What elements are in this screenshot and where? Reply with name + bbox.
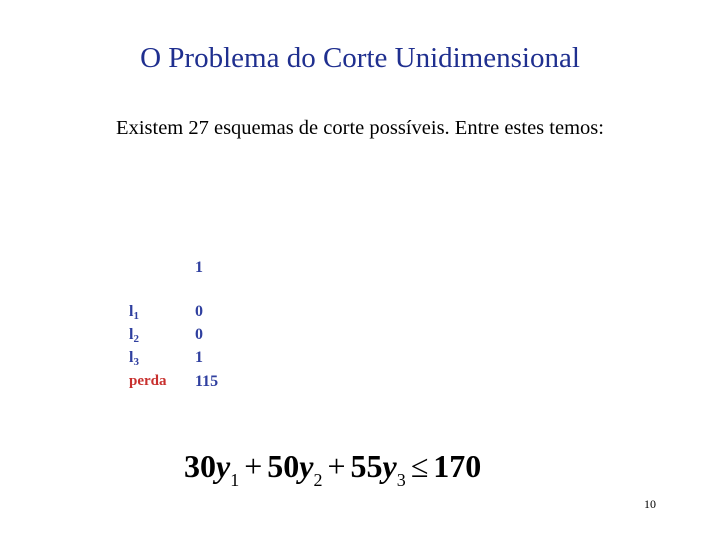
row-label-perda: perda (129, 373, 167, 389)
row-value-perda: 115 (195, 373, 219, 390)
row-value-l1: 0 (195, 303, 203, 320)
page-number: 10 (644, 497, 656, 511)
scheme-header-value: 1 (195, 259, 203, 276)
row-value-l3: 1 (195, 349, 203, 366)
row-label-l1: $l_1$ (129, 303, 139, 322)
row-value-l2: 0 (195, 326, 203, 343)
intro-text: Existem 27 esquemas de corte possíveis. Entre estes temos: (116, 117, 604, 139)
constraint-inequality: $30y_1 + 50y_2 + 55y_3 \le 170$ (184, 448, 482, 490)
row-label-l3: $l_3$ (129, 349, 139, 368)
slide-title: O Problema do Corte Unidimensional (140, 42, 580, 74)
row-label-l2: $l_2$ (129, 326, 139, 345)
